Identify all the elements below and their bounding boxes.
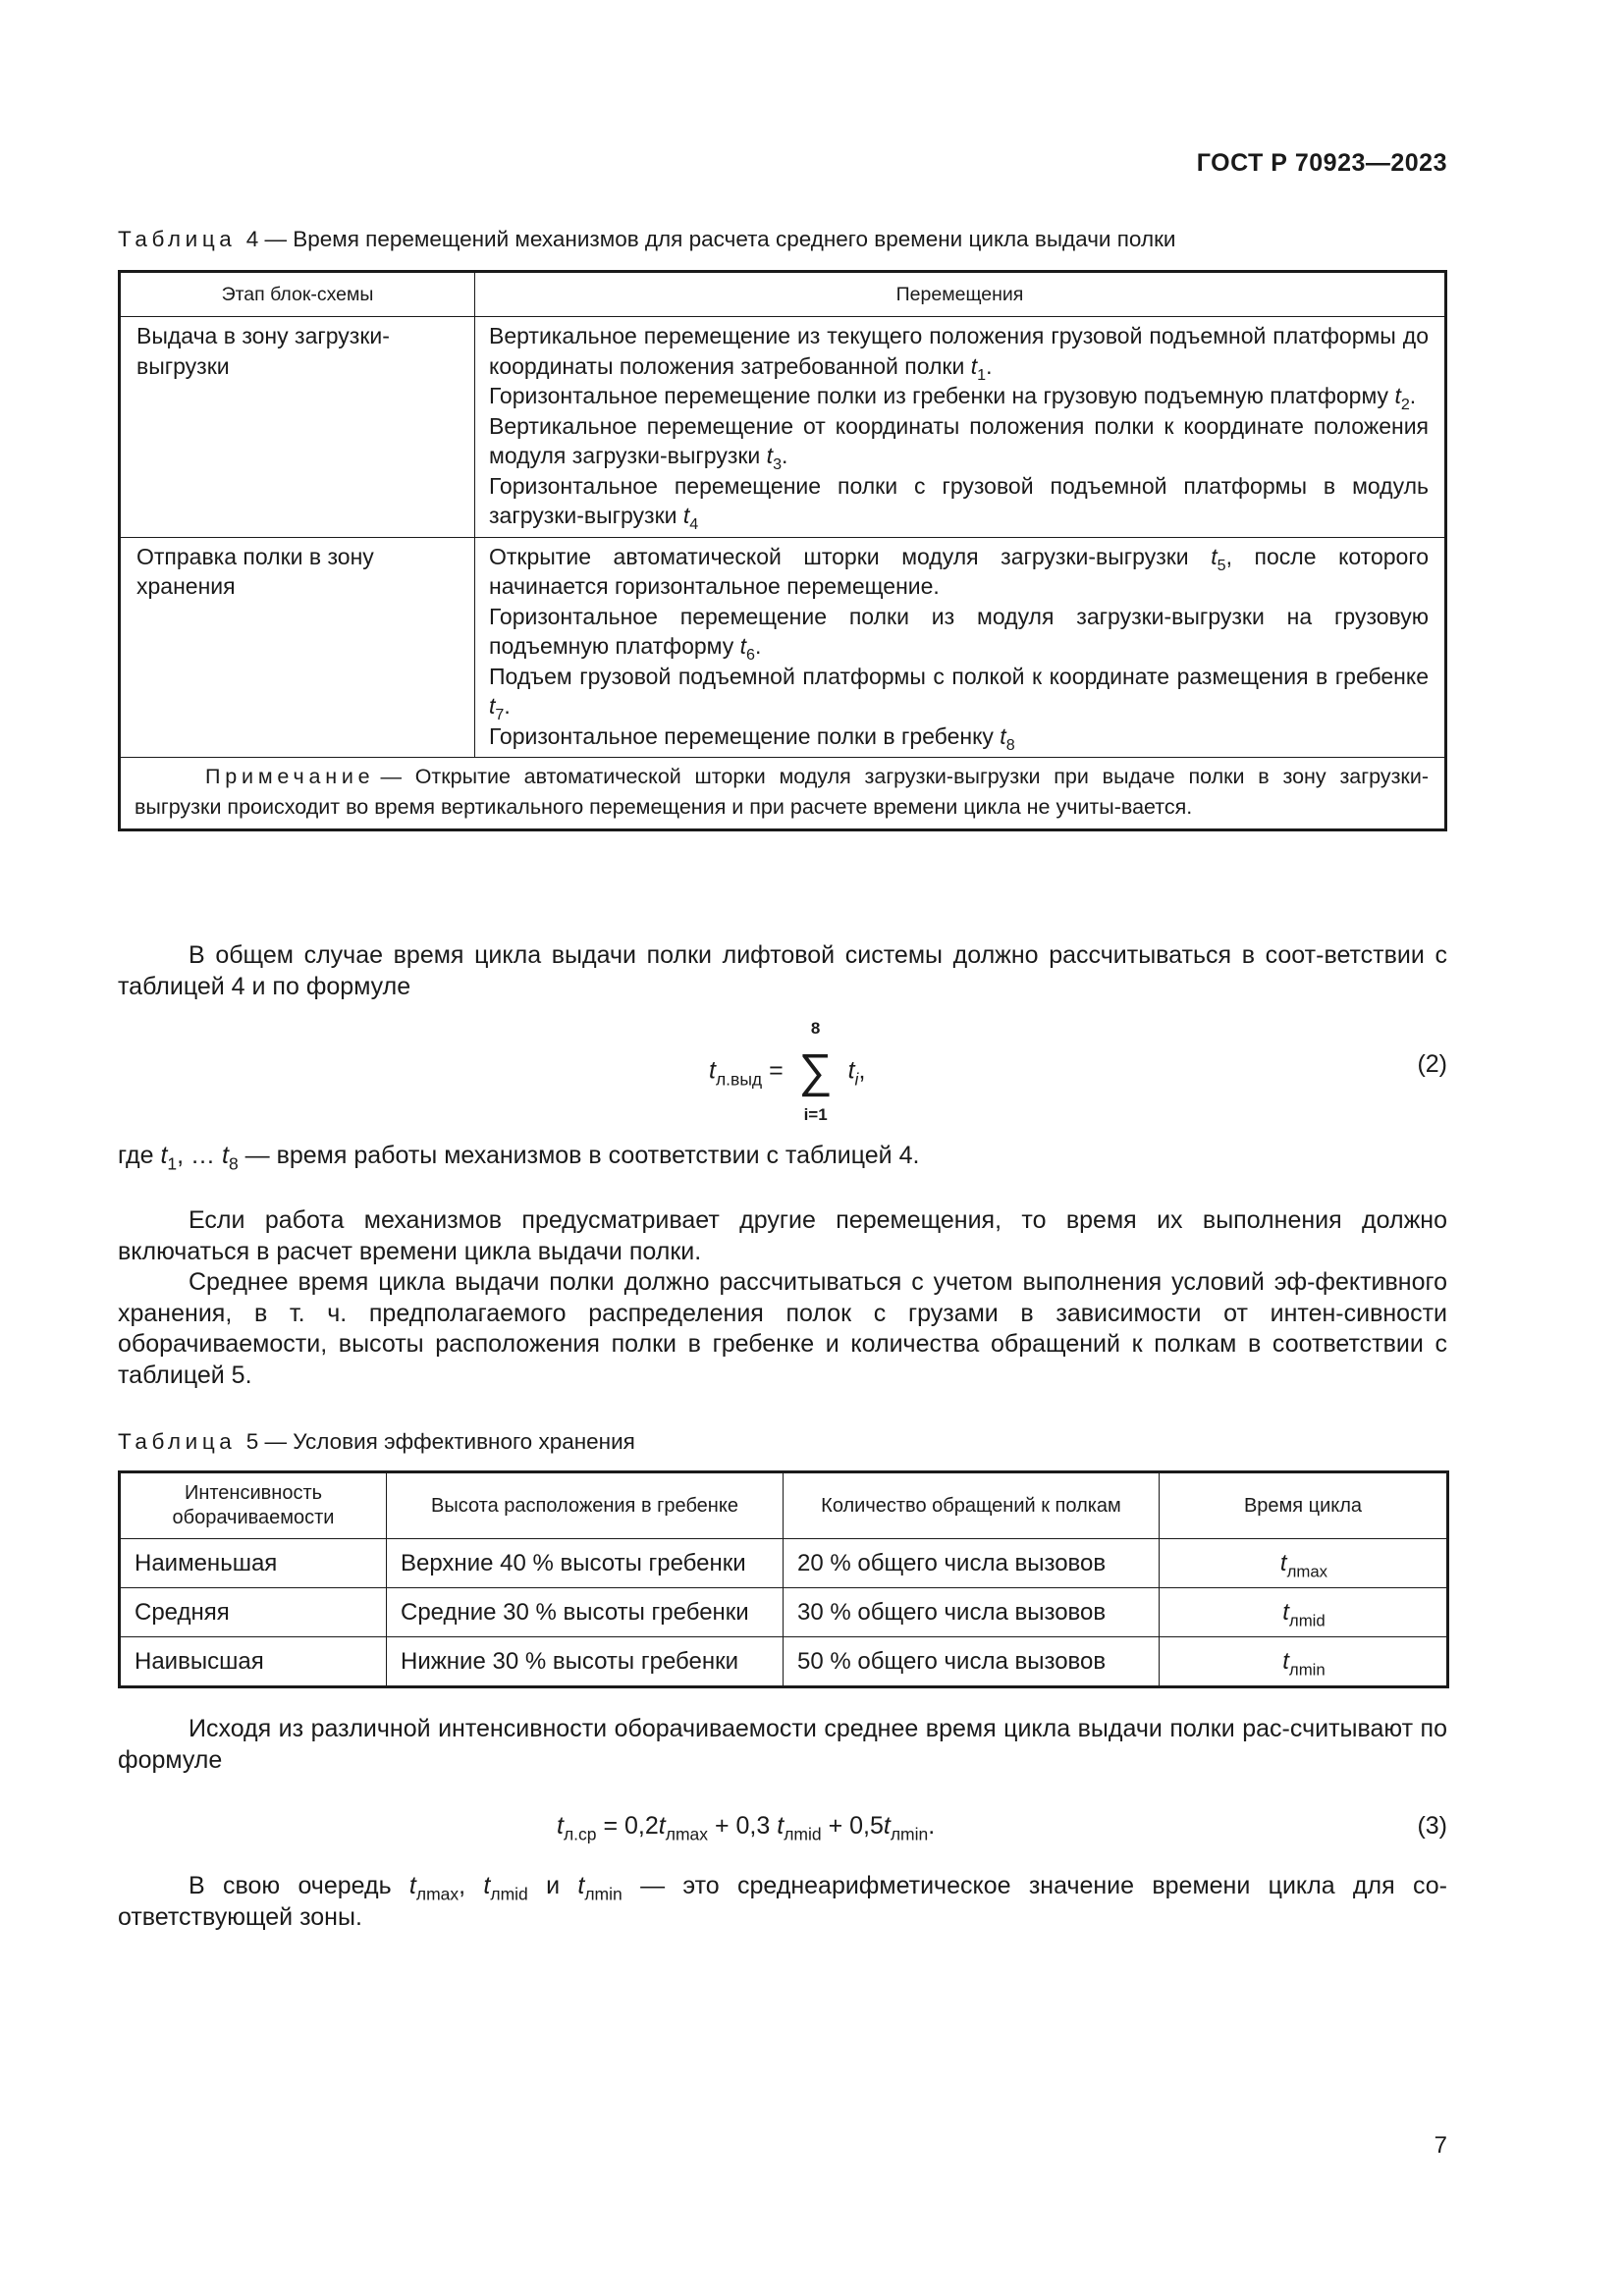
table-5 xyxy=(118,1470,1449,1688)
table-4 xyxy=(118,270,1447,831)
page-number: 7 xyxy=(1434,2132,1447,2159)
table-row: Наивысшая Нижние 30 % высоты гребенки 50 % общего числа вызовов $t_{лmin}$ xyxy=(120,1637,1448,1687)
sum-sign: 8 ∑ i=1 xyxy=(798,1019,833,1124)
table4-note-row xyxy=(120,758,1446,830)
paragraph-average-time: Среднее время цикла выдачи полки должно рассчитываться с учетом выполнения условий эф-фективного хранения, в т. ч. предполагаемого распределения полок с грузами в зависимости от интен-сивности оборачиваемости, высоты расположения полки в гребенке и количества обращений к полкам в соответствии с таблицей 5. xyxy=(118,1268,1447,1389)
table4-row-2 xyxy=(120,537,1446,758)
table4-row1-stage: Выдача в зону загрузки-выгрузки xyxy=(120,317,475,538)
paragraph-in-turn: В свою очередь $t_{лmax}$, $t_{лmid}$ и $t_{лmin}$ — это среднеарифметическое значение времени цикла для со-ответствующей зоны. xyxy=(118,1872,1447,1931)
table5-col-height: Высота расположения в гребенке xyxy=(387,1472,784,1539)
equation-number-2: (2) xyxy=(1417,1050,1447,1078)
table4-caption-label: Таблица xyxy=(118,227,237,251)
table5-col-intensity: Интенсивность оборачиваемости xyxy=(120,1472,387,1539)
table4-row1-move-3: Вертикальное перемещение от координаты положения полки к координате положения модуля загрузки-выгрузки $t_3$. xyxy=(489,412,1429,474)
table5-caption-text: 5 — Условия эффективного хранения xyxy=(245,1429,635,1454)
table4-header-row xyxy=(120,272,1446,317)
table4-col-stage: Этап блок-схемы xyxy=(120,272,475,317)
table5-caption-label: Таблица xyxy=(118,1429,237,1454)
paragraph-where: где $t_1$, … $t_8$ — время работы механизмов в соответствии с таблицей 4. xyxy=(118,1142,920,1174)
table-row: Наименьшая Верхние 40 % высоты гребенки 20 % общего числа вызовов $t_{лmax}$ xyxy=(120,1539,1448,1588)
table4-caption-text: 4 — Время перемещений механизмов для расчета среднего времени цикла выдачи полки xyxy=(245,227,1176,251)
table4-row2-move-2: Горизонтальное перемещение полки из модуля загрузки-выгрузки на грузовую подъемную платформу $t_6$. xyxy=(489,603,1429,665)
table4-caption xyxy=(118,227,1176,252)
table5-header-row xyxy=(120,1472,1448,1539)
formula-3: $t_{л.ср} = 0,2t_{лmax} + 0,3$ $t_{лmid} + 0,5t_{лmin}$. xyxy=(557,1812,936,1844)
equation-number-3: (3) xyxy=(1417,1812,1447,1840)
table4-row1-move-2: Горизонтальное перемещение полки из гребенки на грузовую подъемную платформу $t_2$. xyxy=(489,383,1417,414)
table4-row2-move-1: Открытие автоматической шторки модуля загрузки-выгрузки $t_5$, после которого начинается горизонтальное перемещение. xyxy=(489,543,1429,599)
table4-row2-move-4: Горизонтальное перемещение полки в гребенку $t_8$ xyxy=(489,722,1015,754)
formula-2: $t_{л.выд}$ = 8 ∑ i=1 $t_i$, xyxy=(709,1019,866,1124)
note-text: — Открытие автоматической шторки модуля загрузки-выгрузки при выдаче полки в зону загрузки-выгрузки происходит во время вертикального перемещения и при расчете времени цикла не учиты-вается. xyxy=(135,765,1429,819)
document-id: ГОСТ Р 70923—2023 xyxy=(1196,149,1447,177)
table4-col-moves: Перемещения xyxy=(475,272,1446,317)
table4-row2-stage: Отправка полки в зону хранения xyxy=(120,537,475,758)
table4-row2-moves xyxy=(475,537,1446,758)
table-row: Средняя Средние 30 % высоты гребенки 30 % общего числа вызовов $t_{лmid}$ xyxy=(120,1588,1448,1637)
note-label: Примечание xyxy=(205,765,375,788)
table5-caption xyxy=(118,1429,635,1455)
table4-row1-moves xyxy=(475,317,1446,538)
paragraph-formula3-intro: Исходя из различной интенсивности оборачиваемости среднее время цикла выдачи полки рас-считывают по формуле xyxy=(118,1715,1447,1774)
paragraph-other-moves: Если работа механизмов предусматривает другие перемещения, то время их выполнения должно включаться в расчет времени цикла выдачи полки. xyxy=(118,1206,1447,1265)
table4-note xyxy=(120,758,1446,830)
table4-row1-move-1: Вертикальное перемещение из текущего положения грузовой подъемной платформы до координаты положения затребованной полки $t_1$. xyxy=(489,323,1429,384)
table5-col-cycle: Время цикла xyxy=(1160,1472,1448,1539)
table5-col-count: Количество обращений к полкам xyxy=(784,1472,1160,1539)
table4-row-1 xyxy=(120,317,1446,538)
table4-row2-move-3: Подъем грузовой подъемной платформы с полкой к координате размещения в гребенке $t_7$. xyxy=(489,663,1429,724)
table4-row1-move-4: Горизонтальное перемещение полки с грузовой подъемной платформы в модуль загрузки-выгрузки $t_4$ xyxy=(489,472,1429,534)
paragraph-formula2-intro: В общем случае время цикла выдачи полки лифтовой системы должно рассчитываться в соот-ветствии с таблицей 4 и по формуле xyxy=(118,941,1447,1000)
